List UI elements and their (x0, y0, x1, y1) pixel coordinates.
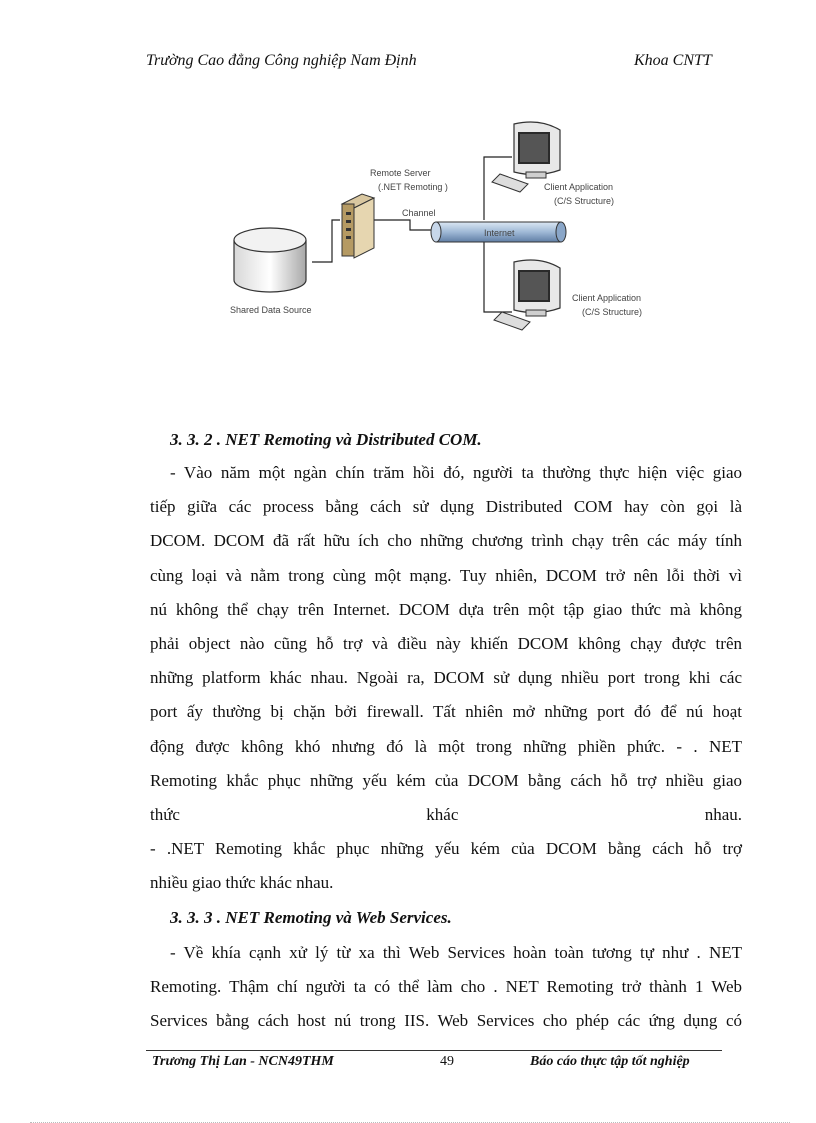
text-line: - .NET Remoting khắc phục những yếu kém của DCOM bằng cách hỗ trợ (150, 839, 742, 858)
client-top-label: Client Application (544, 182, 614, 192)
page-number: 49 (440, 1054, 454, 1069)
remote-server-label: Remote Server (370, 168, 431, 178)
text-line: DCOM. DCOM đã rất hữu ích cho những chương trình chạy trên các máy tính (150, 531, 742, 551)
section-332-paragraph-2 (150, 832, 742, 900)
text-line: Remoting. Thậm chí người ta có thể làm cho . NET Remoting trở thành 1 Web (150, 977, 742, 997)
text-line: phải object nào cũng hỗ trợ và điều này khiến DCOM không chạy được trên (150, 634, 742, 654)
text-line: tiếp giữa các process bằng cách sử dụng Distributed COM hay còn gọi là (150, 497, 742, 517)
footer-divider (146, 1050, 722, 1051)
section-332-paragraph-1 (150, 456, 742, 832)
internet-label: Internet (484, 228, 515, 238)
client-computer-icon-bottom (494, 260, 560, 330)
client-bottom-sublabel: (C/S Structure) (582, 307, 643, 317)
text-line: Remoting khắc phục những yếu kém của DCOM bằng cách hỗ trợ nhiều giao (150, 770, 742, 790)
text-line: - Vào năm một ngàn chín trăm hồi đó, người ta thường thực hiện việc giao (170, 463, 742, 482)
header-department: Khoa CNTT (634, 52, 712, 69)
footer-author: Trương Thị Lan - NCN49THM (152, 1054, 334, 1069)
text-line: những platform khác nhau. Ngoài ra, DCOM sử dụng nhiều port trong khi các (150, 668, 742, 688)
text-line: port ấy thường bị chặn bởi firewall. Tất nhiên mở những port đó để nú hoạt (150, 702, 742, 722)
text-line: Services bằng cách host nú trong IIS. Web Services cho phép các ứng dụng có (150, 1011, 742, 1031)
database-icon (234, 228, 306, 292)
section-333-paragraph-1 (150, 936, 742, 1039)
text-line: - Về khía cạnh xử lý từ xa thì Web Services hoàn toàn tương tự như . NET (170, 943, 742, 962)
footer-report-title: Báo cáo thực tập tốt nghiệp (530, 1054, 690, 1069)
header-school: Trường Cao đẳng Công nghiệp Nam Định (146, 52, 417, 69)
text-line: nú không thể chạy trên Internet. DCOM dựa trên một tập giao thức mà không (150, 599, 742, 619)
data-source-label: Shared Data Source (230, 305, 312, 315)
client-bottom-label: Client Application (572, 293, 642, 303)
remote-server-sublabel: (.NET Remoting ) (378, 182, 448, 192)
text-line: động được không khó nhưng đó là một trong những phiền phức. - . NET (150, 736, 742, 756)
remoting-architecture-diagram (222, 112, 672, 352)
section-333-title: 3. 3. 3 . NET Remoting và Web Services. (170, 908, 452, 927)
section-332-title: 3. 3. 2 . NET Remoting và Distributed COM. (170, 430, 482, 449)
server-icon (342, 194, 374, 258)
channel-label: Channel (402, 208, 436, 218)
client-top-sublabel: (C/S Structure) (554, 196, 615, 206)
text-line: thức khác nhau. (150, 805, 742, 825)
text-line: cùng loại và nằm trong cùng một mạng. Tuy nhiên, DCOM trở nên lỗi thời vì (150, 565, 742, 585)
text-line: nhiều giao thức khác nhau. (150, 873, 334, 893)
